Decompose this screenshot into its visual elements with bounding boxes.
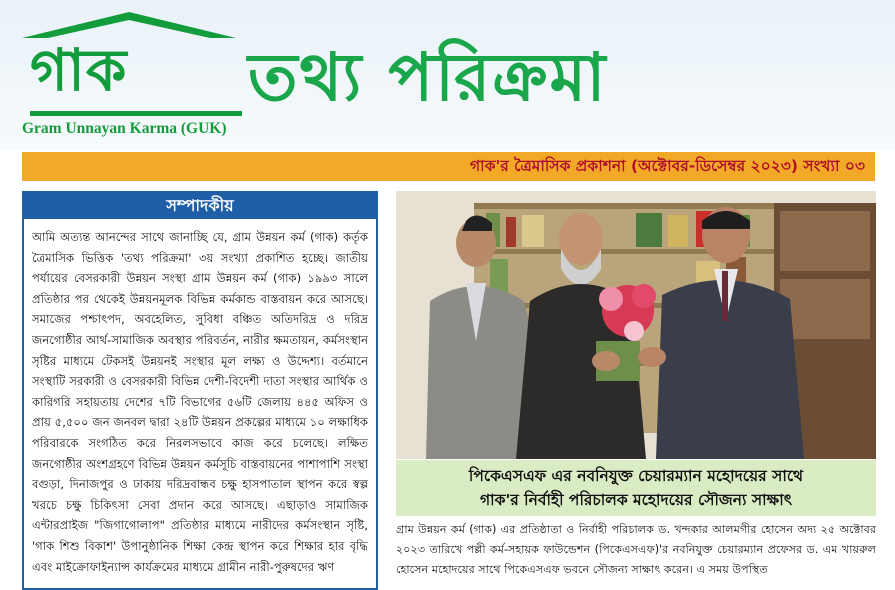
meeting-photo-image [396,191,876,459]
logo [18,10,238,148]
news-article-text: গ্রাম উন্নয়ন কর্ম (গাক) এর প্রতিষ্ঠাতা ও নির্বাহী পরিচালক ড. খন্দকার আলমগীর হোসেন অদ্য ২৫ অক্টোবর ২০২৩ তারিখে পল্লী কর্ম-সহায়ক ফাউন্ডেশন (পিকেএসএফ)'র নবনিযুক্ত চেয়ারম্যান প্রফেসর ড. এম খায়রুল হোসেন মহোদয়ের সাথে পিকেএসএফ ভবনে সৌজন্য সাক্ষাৎ করেন। এ সময় উপস্থিত [396,523,876,576]
caption-line-1: পিকেএসএফ এর নবনিযুক্ত চেয়ারম্যান মহোদয়ের সাথে [468,467,804,485]
logo-bengali-text: গাক [30,36,128,104]
editorial-box [22,191,378,590]
meeting-photo [396,191,876,459]
issue-banner [22,152,875,181]
issue-banner-text: গাক'র ত্রৈমাসিক প্রকাশনা (অক্টোবর-ডিসেম্বর ২০২৩) সংখ্যা ০৩ [469,157,865,175]
masthead-area [0,0,895,150]
editorial-text: আমি অত্যন্ত আনন্দের সাথে জানাচ্ছি যে, গ্রাম উন্নয়ন কর্ম (গাক) কর্তৃক ত্রৈমাসিক ভিত্তিক 'তথ্য পরিক্রমা' ৩য় সংখ্যা প্রকাশিত হচ্ছে। জাতীয় পর্যায়ের বেসরকারী উন্নয়ন সংস্থা গ্রাম উন্নয়ন কর্ম (গাক) ১৯৯৩ সালে প্রতিষ্ঠার পর থেকেই উন্নয়নমূলক বিভিন্ন কর্মকান্ড বাস্তবায়ন করে আসছে। সমাজের পশ্চাৎপদ, অবহেলিত, সুবিধা বঞ্চিত অতিদরিদ্র ও দরিদ্র জনগোষ্ঠীর আর্থ-সামাজিক অবস্থার পরিবর্তন, নারীর ক্ষমতায়ন, কর্মসংস্থান সৃষ্টির মাধ্যমে টেকসই উন্নয়নই সংস্থার মূল লক্ষ্য ও উদ্দেশ্য। বর্তমানে সংস্থাটি সরকারী ও বেসরকারী বিভিন্ন দেশী-বিদেশী দাতা সংস্থার আর্থিক ও কারিগরি সহায়তায় দেশের ৭টি বিভাগের ৫৬টি জেলায় ৪৪৫ অফিস ও প্রায় ৫,৫০০ জন জনবল দ্বারা ২৪টি উন্নয়ন প্রকল্পের মাধ্যমে ১০ লক্ষাধিক পরিবারকে সংগঠিত করে নিরলসভাবে কাজ করে চলেছে। লক্ষিত জনগোষ্ঠীর অংশগ্রহণে বিভিন্ন উন্নয়ন কর্মসূচি বাস্তবায়নের পাশাপাশি সংস্থা বগুড়া, দিনাজপুর ও ঢাকায় দরিদ্রবান্ধব চক্ষু হাসপাতাল স্থাপন করে স্বল্প খরচে চক্ষু চিকিৎসা সেবা প্রদান করে আসছে। এছাড়াও সামাজিক এন্টারপ্রাইজ "জিগাগোলাপ" প্রতিষ্ঠার মাধ্যমে নারীদের কর্মসংস্থান সৃষ্টি, 'গাক শিশু বিকাশ' উপানুষ্ঠানিক শিক্ষা কেন্দ্র স্থাপন করে শিক্ষার হার বৃদ্ধি এবং মাইক্রোফাইন্যান্স কার্যক্রমের মাধ্যমে গ্রামীন নারী-পুরুষদের ঋণ [32,230,368,574]
logo-underline [30,111,242,116]
editorial-heading: সম্পাদকীয় [24,193,376,219]
photo-caption [396,460,876,516]
caption-line-2: গাক'র নির্বাহী পরিচালক মহোদয়ের সৌজন্য সাক্ষাৎ [479,491,793,509]
logo-english-name: Gram Unnayan Karma (GUK) [22,120,227,137]
publication-title: তথ্য পরিক্রমা [248,39,608,116]
